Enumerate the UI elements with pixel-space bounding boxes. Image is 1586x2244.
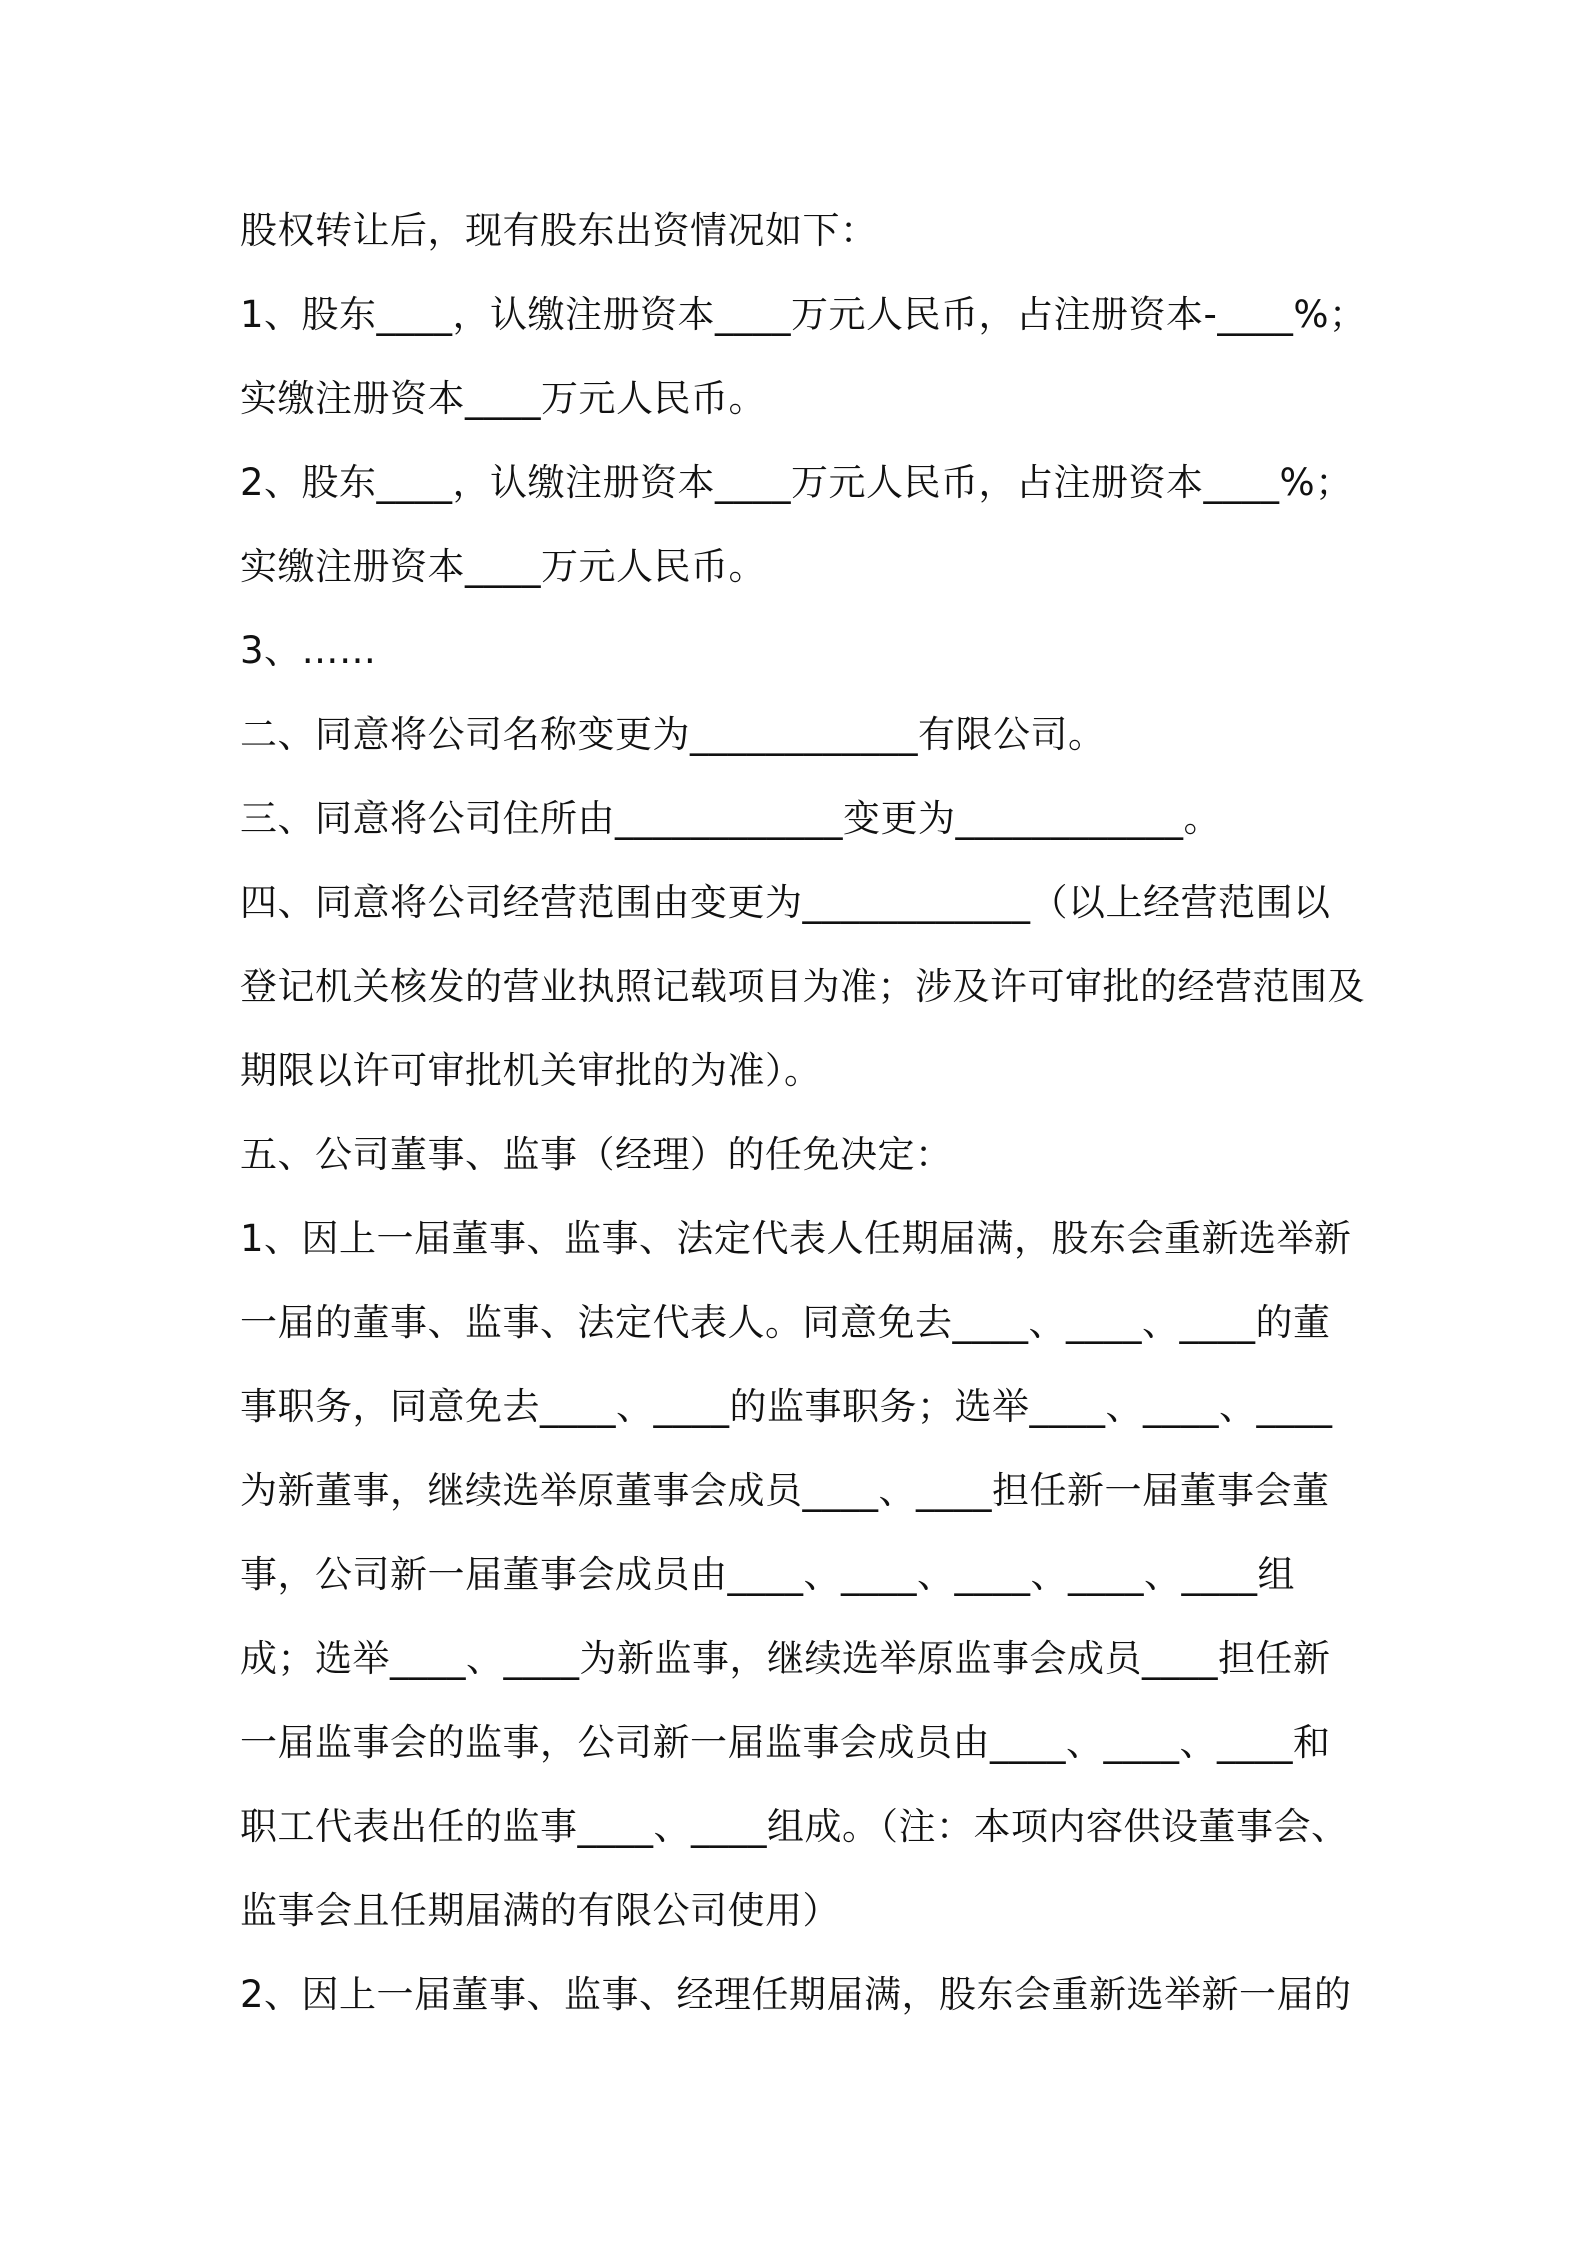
item-5-1-line-4: 为新董事，继续选举原董事会成员____、____担任新一届董事会董 xyxy=(240,1469,1330,1512)
item-5-1-line-2: 一届的董事、监事、法定代表人。同意免去____、____、____的董 xyxy=(240,1301,1331,1344)
item-5-1-line-8: 职工代表出任的监事____、____组成。（注：本项内容供设董事会、 xyxy=(240,1805,1349,1848)
shareholder-3-line: 3、…… xyxy=(240,629,377,672)
item-3-address: 三、同意将公司住所由____________变更为____________。 xyxy=(240,797,1221,840)
item-4-scope-line-1: 四、同意将公司经营范围由变更为____________（以上经营范围以 xyxy=(240,881,1331,924)
shareholder-2-line-1: 2、股东____，认缴注册资本____万元人民币，占注册资本____%； xyxy=(240,461,1353,504)
item-5-heading: 五、公司董事、监事（经理）的任免决定： xyxy=(240,1133,953,1176)
item-5-2-line-1: 2、因上一届董事、监事、经理任期届满，股东会重新选举新一届的 xyxy=(240,1973,1352,2016)
item-2-company-name: 二、同意将公司名称变更为____________有限公司。 xyxy=(240,713,1106,756)
shareholder-2-line-2: 实缴注册资本____万元人民币。 xyxy=(240,545,766,588)
item-5-1-line-3: 事职务，同意免去____、____的监事职务；选举____、____、____ xyxy=(240,1385,1333,1428)
item-4-scope-line-2: 登记机关核发的营业执照记载项目为准；涉及许可审批的经营范围及 xyxy=(240,965,1365,1008)
shareholder-1-line-1: 1、股东____，认缴注册资本____万元人民币，占注册资本-____%； xyxy=(240,293,1367,336)
item-4-scope-line-3: 期限以许可审批机关审批的为准）。 xyxy=(240,1049,822,1092)
item-5-1-line-1: 1、因上一届董事、监事、法定代表人任期届满，股东会重新选举新 xyxy=(240,1217,1352,1260)
shareholder-1-line-2: 实缴注册资本____万元人民币。 xyxy=(240,377,766,420)
item-5-1-line-6: 成；选举____、____为新监事，继续选举原监事会成员____担任新 xyxy=(240,1637,1331,1680)
item-5-1-line-7: 一届监事会的监事，公司新一届监事会成员由____、____、____和 xyxy=(240,1721,1331,1764)
item-5-1-line-5: 事，公司新一届董事会成员由____、____、____、____、____组 xyxy=(240,1553,1295,1596)
paragraph-intro: 股权转让后，现有股东出资情况如下： xyxy=(240,209,878,252)
item-5-1-line-9: 监事会且任期届满的有限公司使用） xyxy=(240,1889,840,1932)
